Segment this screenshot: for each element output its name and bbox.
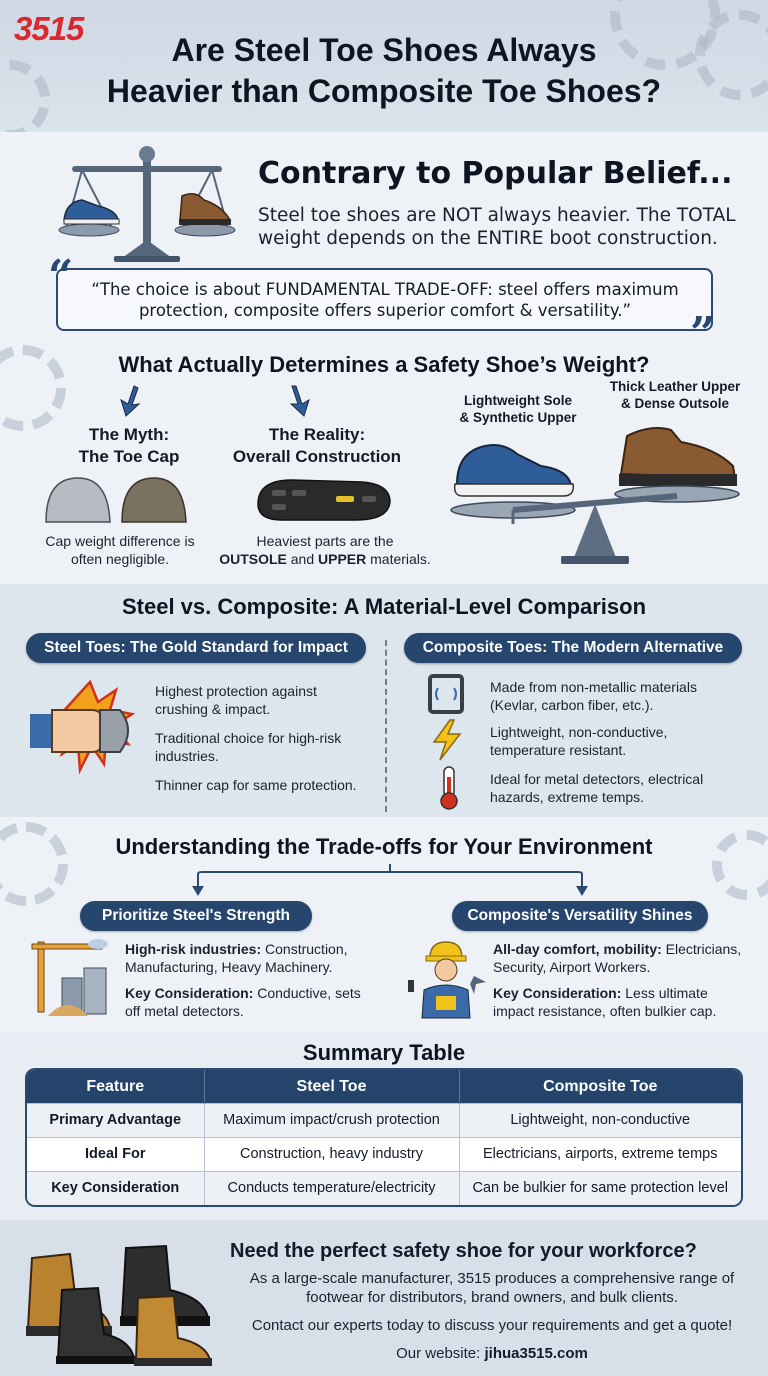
- steel-strength-pill: Prioritize Steel's Strength: [80, 901, 312, 931]
- myth-caption: Cap weight difference is often negligible.: [45, 533, 195, 567]
- table-cell: Key Consideration: [27, 1172, 204, 1206]
- close-quote-icon: ”: [690, 308, 716, 359]
- sneaker-icon: [455, 445, 574, 496]
- brand-logo[interactable]: 3515: [14, 10, 84, 47]
- steel-pill: Steel Toes: The Gold Standard for Impact: [26, 633, 366, 663]
- intro-heading: Contrary to Popular Belief...: [258, 156, 733, 191]
- lightweight-label: Lightweight Sole & Synthetic Upper: [459, 393, 577, 425]
- punch-icon: [28, 680, 140, 780]
- composite-tradeoff-text: All-day comfort, mobility: Electricians, Security, Airport Workers. Key Consideration: Less ultimate impact resistance, often bulkier cap.: [493, 941, 742, 1019]
- table-row: [27, 1138, 741, 1172]
- column-divider: [385, 640, 387, 812]
- steel-tradeoff-text: High-risk industries: Construction, Manufacturing, Heavy Machinery. Key Consideration: Conductive, sets off metal detectors.: [125, 941, 361, 1019]
- toe-cap-icon: [42, 474, 192, 526]
- thermometer-icon: [434, 765, 464, 811]
- table-cell: Maximum impact/crush protection: [204, 1104, 459, 1138]
- tradeoffs-heading: Understanding the Trade-offs for Your Environment: [115, 834, 653, 859]
- website-link[interactable]: jihua3515.com: [484, 1345, 588, 1362]
- worker-icon: [404, 936, 488, 1020]
- title-line-2: Heavier than Composite Toe Shoes?: [106, 73, 662, 109]
- composite-point-1: Made from non-metallic materials (Kevlar, carbon fiber, etc.).: [490, 679, 697, 713]
- table-cell: Conducts temperature/electricity: [204, 1172, 459, 1206]
- weight-heading: What Actually Determines a Safety Shoe’s Weight?: [118, 352, 650, 377]
- composite-versatility-pill: Composite's Versatility Shines: [452, 901, 708, 931]
- table-header-cell: Composite Toe: [459, 1070, 741, 1104]
- summary-table: [27, 1070, 741, 1205]
- page-title: [40, 30, 728, 112]
- arrow-down-icon: [118, 384, 142, 418]
- intro-paragraph: Steel toe shoes are NOT always heavier. The TOTAL weight depends on the ENTIRE boot construction.: [258, 205, 736, 249]
- table-cell: Ideal For: [27, 1138, 204, 1172]
- leather-boot-icon: [619, 428, 737, 486]
- table-row: [27, 1172, 741, 1206]
- myth-label: The Myth: The Toe Cap: [78, 425, 180, 466]
- table-header-row: [27, 1070, 741, 1104]
- title-line-1: Are Steel Toe Shoes Always: [171, 32, 597, 68]
- table-cell: Construction, heavy industry: [204, 1138, 459, 1172]
- cta-website-line: Our website: jihua3515.com: [396, 1345, 588, 1362]
- open-quote-icon: “: [48, 251, 74, 302]
- table-cell: Primary Advantage: [27, 1104, 204, 1138]
- cta-description: As a large-scale manufacturer, 3515 produces a comprehensive range of footwear for distributors, brand owners, and bulk clients.: [249, 1270, 735, 1306]
- table-row: [27, 1104, 741, 1138]
- quote-text: “The choice is about FUNDAMENTAL TRADE-OFF: steel offers maximum protection, composite offers superior comfort & versatility.”: [91, 280, 679, 320]
- cta-heading: Need the perfect safety shoe for your workforce?: [230, 1240, 697, 1262]
- table-cell: Lightweight, non-conductive: [459, 1104, 741, 1138]
- table-header-cell: Feature: [27, 1070, 204, 1104]
- cta-contact: Contact our experts today to discuss your requirements and get a quote!: [251, 1317, 733, 1334]
- table-cell: Electricians, airports, extreme temps: [459, 1138, 741, 1172]
- composite-point-3: Ideal for metal detectors, electrical hazards, extreme temps.: [490, 771, 704, 805]
- arrow-down-icon: [288, 384, 312, 418]
- steel-point-2: Traditional choice for high-risk industries.: [155, 730, 342, 764]
- composite-pill: Composite Toes: The Modern Alternative: [404, 633, 742, 663]
- metal-detector-icon: [424, 672, 468, 716]
- balance-scale-icon: [52, 140, 242, 270]
- steel-point-3: Thinner cap for same protection.: [155, 777, 357, 793]
- tilted-scale-icon: [445, 412, 755, 572]
- table-header-cell: Steel Toe: [204, 1070, 459, 1104]
- reality-label: The Reality: Overall Construction: [232, 425, 402, 466]
- table-cell: Can be bulkier for same protection level: [459, 1172, 741, 1206]
- steel-point-1: Highest protection against crushing & impact.: [155, 683, 317, 717]
- heavy-label: Thick Leather Upper & Dense Outsole: [609, 379, 741, 411]
- boots-icon: [18, 1238, 218, 1368]
- composite-point-2: Lightweight, non-conductive, temperature resistant.: [490, 724, 668, 758]
- construction-site-icon: [28, 938, 116, 1018]
- reality-caption: Heaviest parts are the OUTSOLE and UPPER materials.: [219, 533, 431, 567]
- lightning-icon: [430, 718, 464, 762]
- summary-heading: Summary Table: [302, 1040, 466, 1065]
- comparison-heading: Steel vs. Composite: A Material-Level Comparison: [121, 594, 647, 619]
- branch-arrows: [190, 862, 590, 898]
- outsole-icon: [252, 474, 394, 526]
